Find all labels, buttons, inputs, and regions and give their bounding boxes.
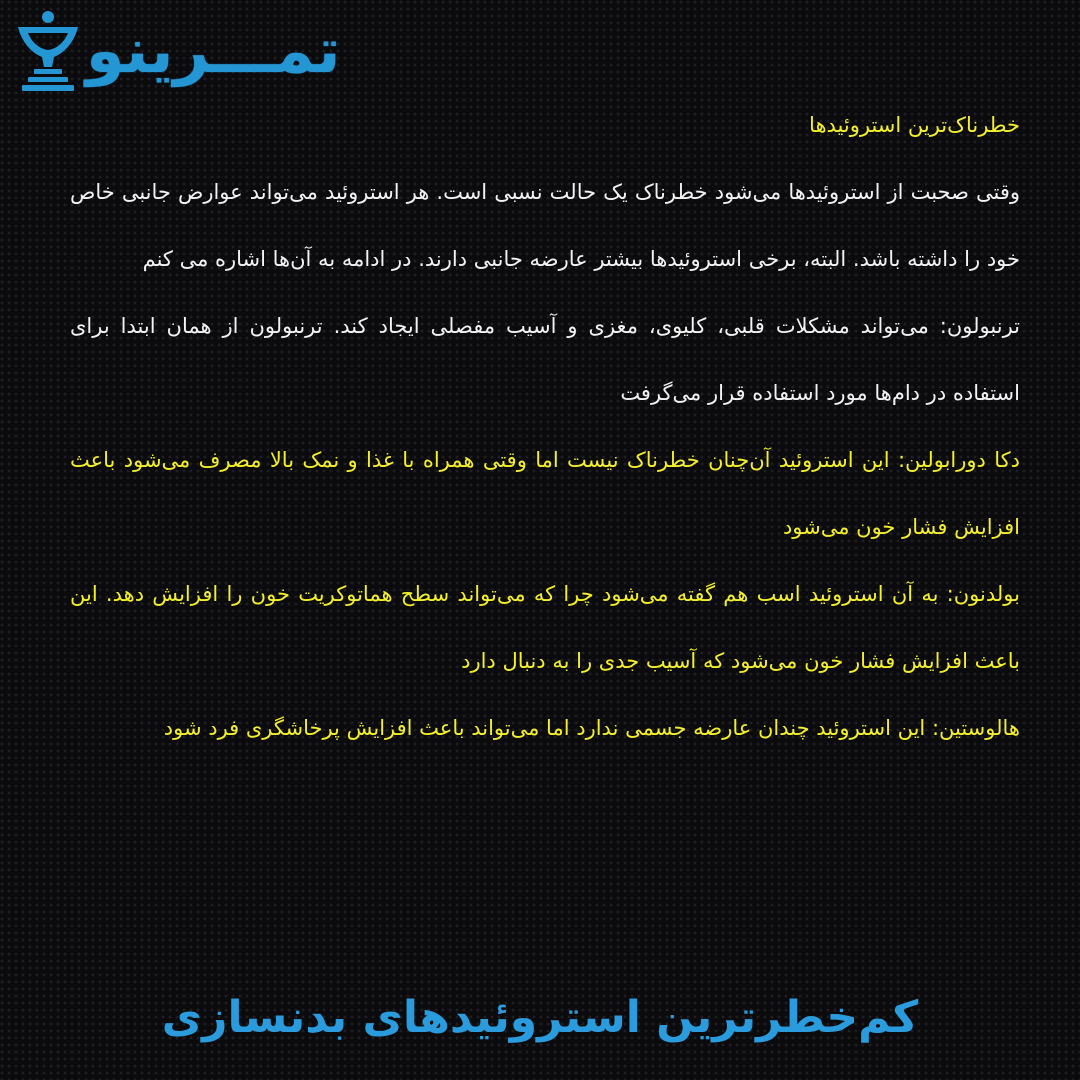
article-paragraph: بولدنون: به آن استروئید اسب هم گفته می‌شود چرا که می‌تواند سطح هماتوکریت خون را افزایش دهد. این باعث افزایش فشار خون می‌شود که آسیب جدی را به دنبال دارد [70,582,1020,673]
article-paragraph: هالوستین: این استروئید چندان عارضه جسمی ندارد اما می‌تواند باعث افزایش پرخاشگری فرد شود [163,716,1020,740]
brand-logo [12,6,442,96]
article-paragraph: ترنبولون: می‌تواند مشکلات قلبی، کلیوی، مغزی و آسیب مفصلی ایجاد کند. ترنبولون از همان ابتدا برای استفاده در دام‌ها مورد استفاده قرار می‌گرفت [70,314,1020,405]
footer-title: کم‌خطرترین استروئیدهای بدنسازی [161,992,919,1043]
article-paragraph: دکا دورابولین: این استروئید آن‌چنان خطرناک نیست اما وقتی همراه با غذا و نمک بالا مصرف می‌شود باعث افزایش فشار خون می‌شود [70,448,1020,539]
article-title: خطرناک‌ترین استروئیدها [809,113,1020,137]
article [70,92,1020,762]
brand-name: تمـــرینو [86,14,341,87]
trophy-cup-icon [12,9,84,93]
article-paragraph: وقتی صحبت از استروئیدها می‌شود خطرناک یک حالت نسبی است. هر استروئید می‌تواند عوارض جانبی خاص خود را داشته باشد. البته، برخی استروئیدها بیشتر عارضه جانبی دارند. در ادامه به آن‌ها اشاره می کنم [70,180,1020,271]
